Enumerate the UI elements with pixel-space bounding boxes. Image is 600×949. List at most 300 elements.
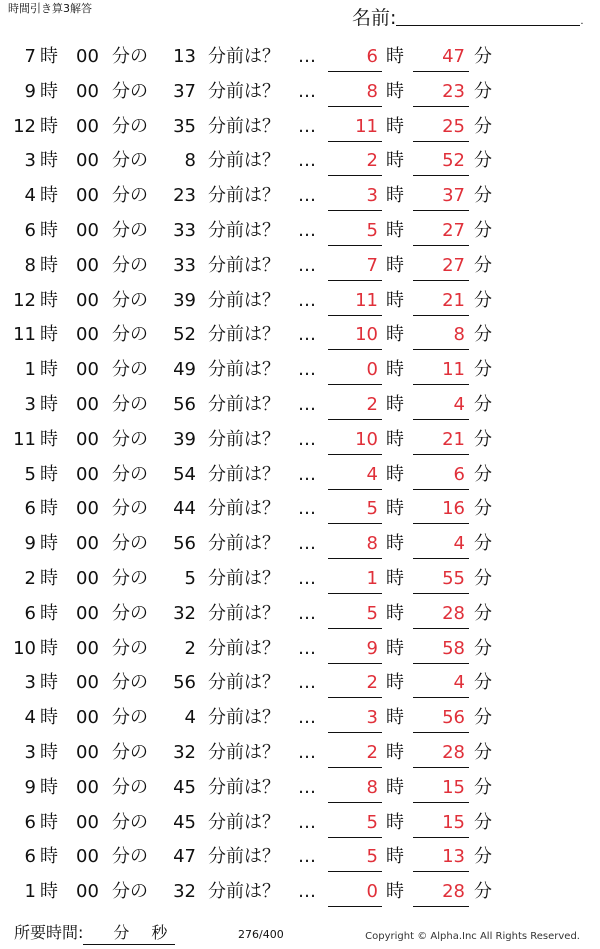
zero-minutes: 00 (76, 776, 99, 798)
zero-minutes: 00 (76, 115, 99, 137)
problem-row (0, 806, 600, 841)
before-question: 分前は？ (208, 881, 280, 903)
hour-unit: 時 (40, 567, 58, 589)
problem-hour: 1 (24, 881, 36, 903)
problem-row (0, 527, 600, 562)
problem-minutes-before: 13 (173, 46, 196, 67)
minute-of-unit: 分の (112, 533, 148, 555)
zero-minutes: 00 (76, 672, 99, 694)
minute-of-unit: 分の (112, 811, 148, 833)
before-question: 分前は？ (208, 428, 280, 450)
hour-unit: 時 (40, 254, 58, 276)
problem-hour: 5 (24, 463, 36, 485)
minute-of-unit: 分の (112, 637, 148, 659)
problem-hour: 3 (24, 393, 36, 415)
ellipsis: … (298, 707, 316, 729)
answer-hour: 5 (328, 494, 382, 524)
minute-of-unit: 分の (112, 46, 148, 67)
answer-minute-unit: 分 (474, 393, 492, 415)
ellipsis: … (298, 741, 316, 763)
answer-hour-unit: 時 (386, 498, 404, 520)
answer-hour-unit: 時 (386, 846, 404, 868)
before-question: 分前は？ (208, 463, 280, 485)
answer-minute-unit: 分 (474, 533, 492, 555)
problem-row (0, 701, 600, 736)
problem-hour: 9 (24, 80, 36, 102)
hour-unit: 時 (40, 150, 58, 172)
before-question: 分前は？ (208, 707, 280, 729)
problem-list (0, 40, 600, 910)
answer-hour: 2 (328, 390, 382, 420)
problem-minutes-before: 35 (173, 115, 196, 137)
answer-minute: 27 (413, 251, 469, 281)
answer-hour-unit: 時 (386, 602, 404, 624)
ellipsis: … (298, 393, 316, 415)
before-question: 分前は？ (208, 46, 280, 67)
problem-hour: 6 (24, 811, 36, 833)
answer-hour-unit: 時 (386, 672, 404, 694)
second-unit: 秒 (151, 923, 168, 942)
answer-hour-unit: 時 (386, 741, 404, 763)
hour-unit: 時 (40, 707, 58, 729)
answer-minute-unit: 分 (474, 254, 492, 276)
hour-unit: 時 (40, 602, 58, 624)
hour-unit: 時 (40, 359, 58, 381)
answer-minute-unit: 分 (474, 115, 492, 137)
minute-of-unit: 分の (112, 324, 148, 346)
problem-row (0, 458, 600, 493)
problem-hour: 2 (24, 567, 36, 589)
before-question: 分前は？ (208, 776, 280, 798)
minute-of-unit: 分の (112, 707, 148, 729)
answer-minute: 21 (413, 286, 469, 316)
answer-minute: 15 (413, 773, 469, 803)
answer-minute-unit: 分 (474, 741, 492, 763)
answer-minute-unit: 分 (474, 672, 492, 694)
ellipsis: … (298, 637, 316, 659)
zero-minutes: 00 (76, 707, 99, 729)
answer-hour-unit: 時 (386, 219, 404, 241)
problem-minutes-before: 44 (173, 498, 196, 520)
answer-hour: 4 (328, 460, 382, 490)
minute-of-unit: 分の (112, 80, 148, 102)
answer-minute-unit: 分 (474, 776, 492, 798)
answer-minute-unit: 分 (474, 428, 492, 450)
hour-unit: 時 (40, 463, 58, 485)
answer-hour-unit: 時 (386, 428, 404, 450)
hour-unit: 時 (40, 637, 58, 659)
problem-hour: 9 (24, 776, 36, 798)
minute-of-unit: 分の (112, 741, 148, 763)
hour-unit: 時 (40, 741, 58, 763)
problem-hour: 3 (24, 672, 36, 694)
answer-minute: 6 (413, 460, 469, 490)
zero-minutes: 00 (76, 463, 99, 485)
minute-of-unit: 分の (112, 219, 148, 241)
before-question: 分前は？ (208, 741, 280, 763)
worksheet-title: 時間引き算3解答 (8, 2, 92, 15)
problem-row (0, 214, 600, 249)
problem-row (0, 75, 600, 110)
answer-minute-unit: 分 (474, 811, 492, 833)
problem-hour: 11 (13, 324, 36, 346)
answer-minute: 15 (413, 808, 469, 838)
before-question: 分前は？ (208, 637, 280, 659)
answer-hour: 2 (328, 668, 382, 698)
answer-minute: 28 (413, 877, 469, 907)
answer-hour-unit: 時 (386, 881, 404, 903)
answer-minute: 58 (413, 634, 469, 664)
hour-unit: 時 (40, 428, 58, 450)
answer-minute: 37 (413, 181, 469, 211)
minute-of-unit: 分の (112, 393, 148, 415)
answer-hour: 3 (328, 703, 382, 733)
problem-minutes-before: 33 (173, 254, 196, 276)
problem-row (0, 179, 600, 214)
answer-minute: 56 (413, 703, 469, 733)
zero-minutes: 00 (76, 637, 99, 659)
ellipsis: … (298, 463, 316, 485)
problem-row (0, 388, 600, 423)
hour-unit: 時 (40, 219, 58, 241)
zero-minutes: 00 (76, 80, 99, 102)
problem-minutes-before: 52 (173, 324, 196, 346)
answer-minute-unit: 分 (474, 846, 492, 868)
ellipsis: … (298, 359, 316, 381)
problem-hour: 4 (24, 707, 36, 729)
hour-unit: 時 (40, 881, 58, 903)
minute-of-unit: 分の (112, 498, 148, 520)
answer-hour: 8 (328, 773, 382, 803)
problem-hour: 6 (24, 498, 36, 520)
answer-hour: 0 (328, 355, 382, 385)
answer-hour: 8 (328, 529, 382, 559)
answer-hour-unit: 時 (386, 463, 404, 485)
zero-minutes: 00 (76, 881, 99, 903)
minute-of-unit: 分の (112, 289, 148, 311)
ellipsis: … (298, 602, 316, 624)
ellipsis: … (298, 289, 316, 311)
answer-minute: 4 (413, 529, 469, 559)
problem-minutes-before: 32 (173, 602, 196, 624)
minute-unit: 分 (113, 923, 130, 942)
zero-minutes: 00 (76, 150, 99, 172)
answer-minute: 16 (413, 494, 469, 524)
problem-minutes-before: 45 (173, 811, 196, 833)
answer-minute-unit: 分 (474, 463, 492, 485)
problem-row (0, 423, 600, 458)
zero-minutes: 00 (76, 393, 99, 415)
answer-minute: 47 (413, 42, 469, 72)
problem-row (0, 771, 600, 806)
ellipsis: … (298, 254, 316, 276)
problem-minutes-before: 47 (173, 846, 196, 868)
answer-hour-unit: 時 (386, 80, 404, 102)
ellipsis: … (298, 533, 316, 555)
problem-row (0, 666, 600, 701)
answer-hour: 5 (328, 599, 382, 629)
ellipsis: … (298, 80, 316, 102)
minute-of-unit: 分の (112, 776, 148, 798)
answer-hour-unit: 時 (386, 393, 404, 415)
answer-hour: 3 (328, 181, 382, 211)
zero-minutes: 00 (76, 46, 99, 67)
answer-hour: 8 (328, 77, 382, 107)
minute-of-unit: 分の (112, 428, 148, 450)
answer-hour-unit: 時 (386, 776, 404, 798)
time-required-blank (83, 922, 175, 945)
before-question: 分前は？ (208, 602, 280, 624)
hour-unit: 時 (40, 289, 58, 311)
answer-hour: 6 (328, 42, 382, 72)
problem-hour: 8 (24, 254, 36, 276)
before-question: 分前は？ (208, 498, 280, 520)
problem-hour: 12 (13, 289, 36, 311)
problem-row (0, 318, 600, 353)
problem-row (0, 353, 600, 388)
answer-minute-unit: 分 (474, 324, 492, 346)
problem-row (0, 632, 600, 667)
zero-minutes: 00 (76, 846, 99, 868)
zero-minutes: 00 (76, 359, 99, 381)
answer-hour: 9 (328, 634, 382, 664)
problem-row (0, 492, 600, 527)
problem-minutes-before: 54 (173, 463, 196, 485)
problem-minutes-before: 56 (173, 672, 196, 694)
minute-of-unit: 分の (112, 846, 148, 868)
answer-minute: 25 (413, 112, 469, 142)
minute-of-unit: 分の (112, 463, 148, 485)
hour-unit: 時 (40, 115, 58, 137)
problem-minutes-before: 56 (173, 393, 196, 415)
ellipsis: … (298, 324, 316, 346)
answer-minute-unit: 分 (474, 359, 492, 381)
problem-minutes-before: 5 (184, 567, 196, 589)
problem-minutes-before: 45 (173, 776, 196, 798)
problem-hour: 3 (24, 150, 36, 172)
ellipsis: … (298, 672, 316, 694)
answer-minute-unit: 分 (474, 80, 492, 102)
zero-minutes: 00 (76, 741, 99, 763)
answer-minute: 11 (413, 355, 469, 385)
answer-minute-unit: 分 (474, 602, 492, 624)
problem-hour: 7 (24, 46, 36, 67)
before-question: 分前は？ (208, 219, 280, 241)
zero-minutes: 00 (76, 289, 99, 311)
answer-hour-unit: 時 (386, 46, 404, 67)
ellipsis: … (298, 219, 316, 241)
hour-unit: 時 (40, 324, 58, 346)
answer-minute-unit: 分 (474, 150, 492, 172)
answer-minute: 28 (413, 599, 469, 629)
answer-hour: 5 (328, 216, 382, 246)
answer-minute: 13 (413, 842, 469, 872)
ellipsis: … (298, 567, 316, 589)
answer-hour: 0 (328, 877, 382, 907)
name-blank-line (396, 7, 580, 26)
answer-hour: 11 (328, 286, 382, 316)
answer-minute-unit: 分 (474, 881, 492, 903)
zero-minutes: 00 (76, 428, 99, 450)
before-question: 分前は？ (208, 393, 280, 415)
answer-minute-unit: 分 (474, 46, 492, 67)
hour-unit: 時 (40, 672, 58, 694)
answer-hour: 2 (328, 738, 382, 768)
before-question: 分前は？ (208, 359, 280, 381)
answer-hour: 7 (328, 251, 382, 281)
answer-minute: 21 (413, 425, 469, 455)
answer-hour-unit: 時 (386, 254, 404, 276)
before-question: 分前は？ (208, 811, 280, 833)
ellipsis: … (298, 811, 316, 833)
problem-hour: 6 (24, 602, 36, 624)
problem-minutes-before: 32 (173, 741, 196, 763)
answer-minute-unit: 分 (474, 637, 492, 659)
answer-hour-unit: 時 (386, 567, 404, 589)
hour-unit: 時 (40, 46, 58, 67)
problem-minutes-before: 33 (173, 219, 196, 241)
before-question: 分前は？ (208, 533, 280, 555)
before-question: 分前は？ (208, 672, 280, 694)
problem-minutes-before: 32 (173, 881, 196, 903)
problem-hour: 11 (13, 428, 36, 450)
answer-hour-unit: 時 (386, 324, 404, 346)
problem-minutes-before: 56 (173, 533, 196, 555)
problem-row (0, 736, 600, 771)
problem-minutes-before: 8 (184, 150, 196, 172)
problem-row (0, 249, 600, 284)
answer-minute-unit: 分 (474, 289, 492, 311)
problem-hour: 6 (24, 846, 36, 868)
minute-of-unit: 分の (112, 359, 148, 381)
copyright: Copyright © Alpha.Inc All Rights Reserved. (365, 931, 580, 942)
ellipsis: … (298, 150, 316, 172)
answer-minute-unit: 分 (474, 567, 492, 589)
answer-minute-unit: 分 (474, 185, 492, 207)
minute-of-unit: 分の (112, 185, 148, 207)
before-question: 分前は？ (208, 846, 280, 868)
answer-hour-unit: 時 (386, 359, 404, 381)
hour-unit: 時 (40, 776, 58, 798)
problem-hour: 4 (24, 185, 36, 207)
minute-of-unit: 分の (112, 567, 148, 589)
answer-minute: 27 (413, 216, 469, 246)
problem-hour: 10 (13, 637, 36, 659)
problem-hour: 3 (24, 741, 36, 763)
minute-of-unit: 分の (112, 150, 148, 172)
problem-row (0, 840, 600, 875)
name-end-dot: . (580, 16, 584, 27)
answer-minute: 55 (413, 564, 469, 594)
problem-minutes-before: 49 (173, 359, 196, 381)
hour-unit: 時 (40, 393, 58, 415)
minute-of-unit: 分の (112, 115, 148, 137)
ellipsis: … (298, 846, 316, 868)
zero-minutes: 00 (76, 185, 99, 207)
answer-hour: 10 (328, 320, 382, 350)
zero-minutes: 00 (76, 219, 99, 241)
hour-unit: 時 (40, 498, 58, 520)
answer-minute: 28 (413, 738, 469, 768)
answer-minute: 23 (413, 77, 469, 107)
answer-minute: 4 (413, 668, 469, 698)
problem-minutes-before: 4 (184, 707, 196, 729)
answer-hour: 5 (328, 808, 382, 838)
before-question: 分前は？ (208, 115, 280, 137)
before-question: 分前は？ (208, 80, 280, 102)
zero-minutes: 00 (76, 254, 99, 276)
problem-hour: 12 (13, 115, 36, 137)
ellipsis: … (298, 776, 316, 798)
answer-minute-unit: 分 (474, 498, 492, 520)
answer-hour-unit: 時 (386, 811, 404, 833)
ellipsis: … (298, 881, 316, 903)
zero-minutes: 00 (76, 324, 99, 346)
zero-minutes: 00 (76, 567, 99, 589)
problem-hour: 6 (24, 219, 36, 241)
minute-of-unit: 分の (112, 672, 148, 694)
before-question: 分前は？ (208, 150, 280, 172)
answer-hour-unit: 時 (386, 289, 404, 311)
answer-hour-unit: 時 (386, 115, 404, 137)
hour-unit: 時 (40, 533, 58, 555)
zero-minutes: 00 (76, 498, 99, 520)
answer-minute: 52 (413, 146, 469, 176)
hour-unit: 時 (40, 185, 58, 207)
answer-minute: 4 (413, 390, 469, 420)
minute-of-unit: 分の (112, 254, 148, 276)
problem-minutes-before: 2 (184, 637, 196, 659)
answer-hour-unit: 時 (386, 707, 404, 729)
problem-minutes-before: 23 (173, 185, 196, 207)
answer-hour: 2 (328, 146, 382, 176)
ellipsis: … (298, 115, 316, 137)
problem-row (0, 562, 600, 597)
answer-hour: 10 (328, 425, 382, 455)
answer-hour: 1 (328, 564, 382, 594)
answer-minute-unit: 分 (474, 219, 492, 241)
problem-row (0, 110, 600, 145)
minute-of-unit: 分の (112, 881, 148, 903)
ellipsis: … (298, 46, 316, 67)
ellipsis: … (298, 428, 316, 450)
hour-unit: 時 (40, 811, 58, 833)
zero-minutes: 00 (76, 602, 99, 624)
answer-hour-unit: 時 (386, 185, 404, 207)
answer-hour: 11 (328, 112, 382, 142)
answer-hour-unit: 時 (386, 150, 404, 172)
page-number: 276/400 (238, 928, 284, 941)
problem-row (0, 144, 600, 179)
problem-row (0, 875, 600, 910)
problem-hour: 1 (24, 359, 36, 381)
time-required (14, 922, 175, 945)
problem-hour: 9 (24, 533, 36, 555)
problem-minutes-before: 39 (173, 428, 196, 450)
hour-unit: 時 (40, 80, 58, 102)
answer-hour: 5 (328, 842, 382, 872)
ellipsis: … (298, 498, 316, 520)
zero-minutes: 00 (76, 533, 99, 555)
problem-minutes-before: 39 (173, 289, 196, 311)
zero-minutes: 00 (76, 811, 99, 833)
problem-row (0, 40, 600, 75)
problem-row (0, 284, 600, 319)
answer-minute-unit: 分 (474, 707, 492, 729)
ellipsis: … (298, 185, 316, 207)
problem-row (0, 597, 600, 632)
name-field (352, 6, 584, 34)
